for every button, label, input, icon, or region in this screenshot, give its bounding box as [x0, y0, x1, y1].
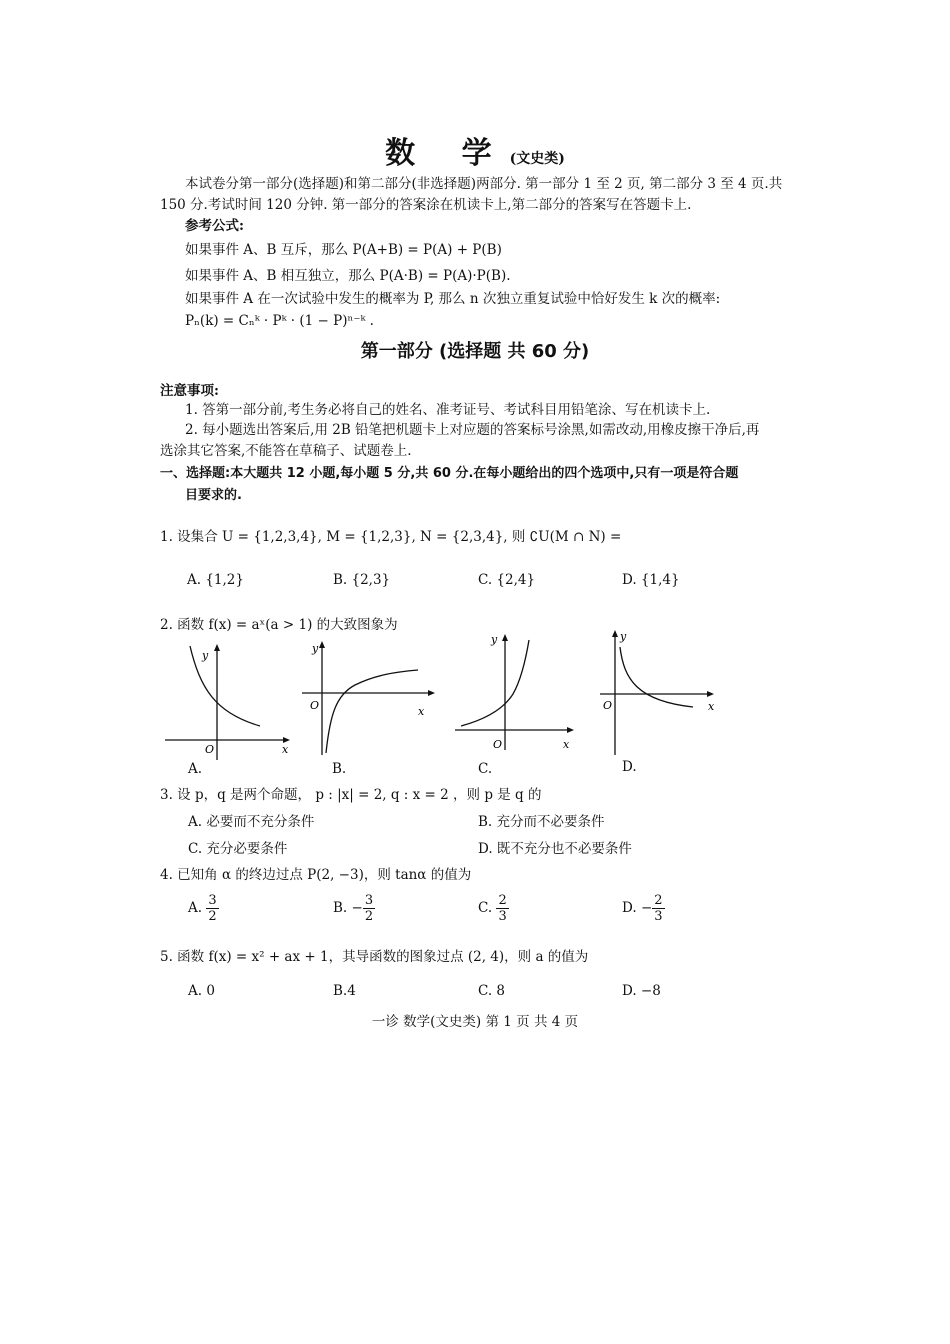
graph-b-y-label: y: [312, 642, 319, 655]
question-1-option-b: B. {2,3}: [333, 572, 391, 588]
question-4-option-d: D. − $\frac{2}{3}$: [622, 893, 663, 924]
graph-a-label: A.: [188, 761, 203, 777]
graph-a: [160, 638, 300, 763]
question-5-option-d: D. −8: [622, 983, 661, 999]
part1-heading: 第一部分 (选择题 共 60 分): [360, 341, 590, 362]
graph-c-label: C.: [478, 761, 493, 777]
question-1-option-d: D. {1,4}: [622, 572, 680, 588]
notice-2a: 2. 每小题选出答案后,用 2B 铅笔把机题卡上对应题的答案标号涂黑,如需改动,用橡皮擦干净后,再: [185, 422, 760, 438]
section-instructions-b: 目要求的.: [185, 488, 242, 503]
graph-c-y-label: y: [491, 633, 498, 646]
question-2-stem: 2. 函数 f(x) = aˣ(a > 1) 的大致图象为: [160, 617, 398, 633]
formula-mutually-exclusive: 如果事件 A、B 互斥，那么 P(A+B) = P(A) + P(B): [185, 242, 502, 258]
question-1-option-c: C. {2,4}: [478, 572, 536, 588]
question-3-option-d: D. 既不充分也不必要条件: [478, 841, 632, 857]
question-4-stem: 4. 已知角 α 的终边过点 P(2, −3)，则 tanα 的值为: [160, 867, 472, 883]
question-3-stem: 3. 设 p，q 是两个命题， p : |x| = 2, q : x = 2 ，则 p 是 q 的: [160, 787, 542, 803]
question-3-option-b: B. 充分而不必要条件: [478, 814, 605, 830]
section-instructions-a: 一、选择题:本大题共 12 小题,每小题 5 分,共 60 分.在每小题给出的四个选项中,只有一项是符合题: [160, 466, 739, 481]
page-subtitle: (文史类): [509, 151, 565, 167]
question-5-option-a: A. 0: [188, 983, 215, 999]
formula-bernoulli-intro: 如果事件 A 在一次试验中发生的概率为 P, 那么 n 次独立重复试验中恰好发生 k 次的概率:: [185, 291, 721, 307]
graph-d-label: D.: [622, 759, 637, 775]
intro-line-2: 150 分.考试时间 120 分钟. 第一部分的答案涂在机读卡上,第二部分的答案写在答题卡上.: [160, 197, 692, 213]
graph-a-y-label: y: [202, 649, 209, 662]
page-title: 数 学(文史类): [385, 136, 565, 171]
graph-d-x-label: x: [708, 700, 715, 713]
notice-1: 1. 答第一部分前,考生务必将自己的姓名、准考证号、考试科目用铅笔涂、写在机读卡上.: [185, 402, 711, 418]
question-1-stem: 1. 设集合 U = {1,2,3,4}, M = {1,2,3}, N = {2,3,4}, 则 ∁U(M ∩ N) =: [160, 529, 622, 545]
question-5-stem: 5. 函数 f(x) = x² + ax + 1，其导函数的图象过点 (2, 4)，则 a 的值为: [160, 949, 589, 965]
formula-heading: 参考公式:: [185, 218, 244, 234]
question-3-option-c: C. 充分必要条件: [188, 841, 288, 857]
graph-d-y-label: y: [620, 630, 627, 643]
graph-a-origin: O: [205, 743, 215, 756]
question-4-option-c: C. $\frac{2}{3}$: [478, 893, 507, 924]
graph-b-label: B.: [332, 761, 347, 777]
graph-d: [598, 625, 728, 757]
graph-b-origin: O: [310, 699, 320, 712]
graph-a-x-label: x: [282, 743, 289, 756]
graph-b-x-label: x: [418, 705, 425, 718]
graph-b: [300, 635, 445, 760]
graph-c-origin: O: [493, 738, 503, 751]
notice-2b: 选涂其它答案,不能答在草稿子、试题卷上.: [160, 443, 412, 459]
question-3-option-a: A. 必要而不充分条件: [188, 814, 315, 830]
question-4-option-b: B. − $\frac{3}{2}$: [333, 893, 374, 924]
page-footer: 一诊 数学(文史类) 第 1 页 共 4 页: [371, 1014, 579, 1030]
question-5-option-b: B.4: [333, 983, 356, 999]
intro-line-1: 本试卷分第一部分(选择题)和第二部分(非选择题)两部分. 第一部分 1 至 2 页, 第二部分 3 至 4 页.共: [185, 176, 783, 192]
question-5-option-c: C. 8: [478, 983, 506, 999]
formula-independent: 如果事件 A、B 相互独立，那么 P(A·B) = P(A)·P(B).: [185, 268, 511, 284]
graph-c: [453, 628, 583, 758]
graph-c-x-label: x: [563, 738, 570, 751]
question-1-option-a: A. {1,2}: [187, 572, 244, 588]
notice-heading: 注意事项:: [160, 383, 219, 399]
graph-d-origin: O: [603, 699, 613, 712]
question-4-option-a: A. $\frac{3}{2}$: [188, 893, 217, 924]
formula-bernoulli: Pₙ(k) = Cₙᵏ · Pᵏ · (1 − P)ⁿ⁻ᵏ .: [185, 313, 374, 329]
